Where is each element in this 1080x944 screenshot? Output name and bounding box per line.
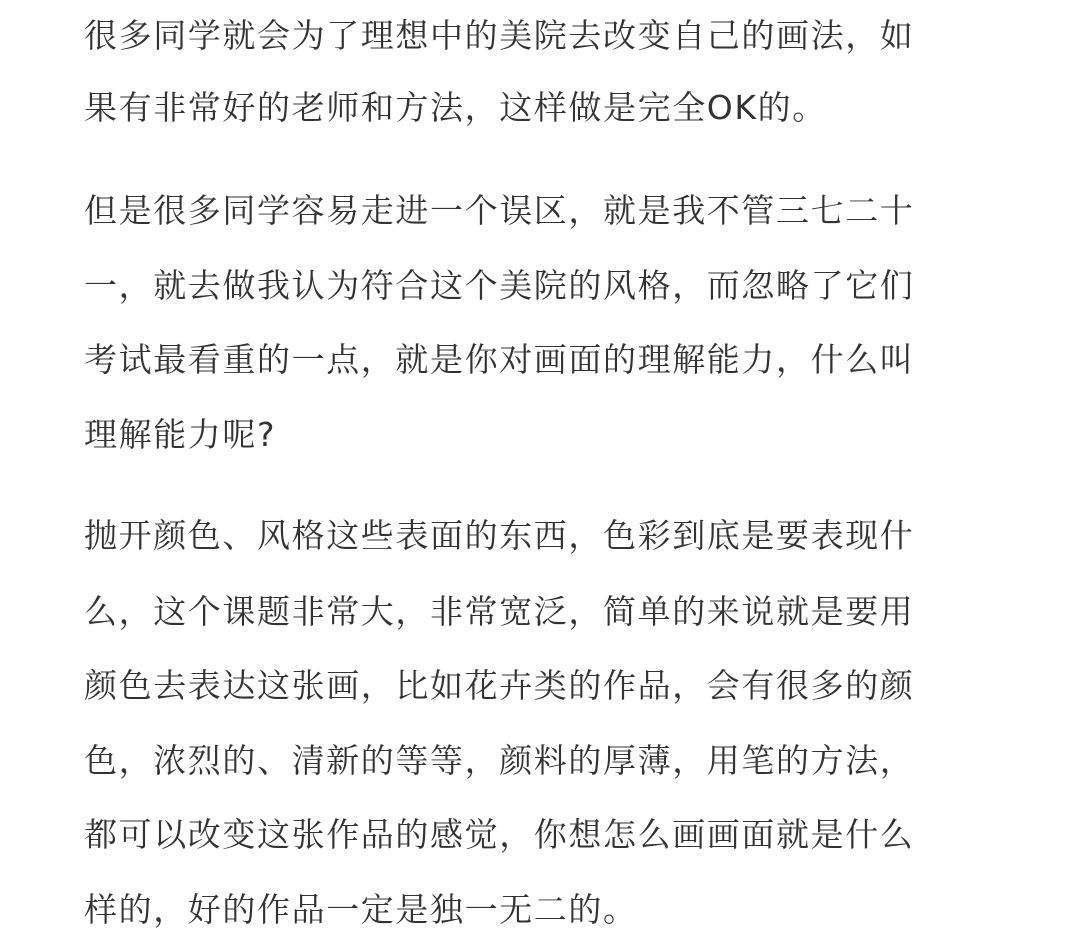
text-line: 都可以改变这张作品的感觉，你想怎么画画面就是什么 bbox=[84, 815, 915, 854]
text-line: 但是很多同学容易走进一个误区，就是我不管三七二十 bbox=[84, 191, 915, 230]
text-line: 理解能力呢? bbox=[84, 415, 277, 454]
text-line: 果有非常好的老师和方法，这样做是完全OK的。 bbox=[84, 88, 827, 127]
text-line: 么，这个课题非常大，非常宽泛，简单的来说就是要用 bbox=[84, 592, 915, 631]
text-line: 抛开颜色、风格这些表面的东西，色彩到底是要表现什 bbox=[84, 516, 915, 555]
text-line: 一，就去做我认为符合这个美院的风格，而忽略了它们 bbox=[84, 266, 915, 305]
text-line: 样的，好的作品一定是独一无二的。 bbox=[84, 890, 638, 929]
text-line: 颜色去表达这张画，比如花卉类的作品，会有很多的颜 bbox=[84, 666, 915, 705]
text-line: 考试最看重的一点，就是你对画面的理解能力，什么叫 bbox=[84, 340, 915, 379]
text-line: 很多同学就会为了理想中的美院去改变自己的画法，如 bbox=[84, 16, 915, 55]
text-line: 色，浓烈的、清新的等等，颜料的厚薄，用笔的方法， bbox=[84, 741, 915, 780]
